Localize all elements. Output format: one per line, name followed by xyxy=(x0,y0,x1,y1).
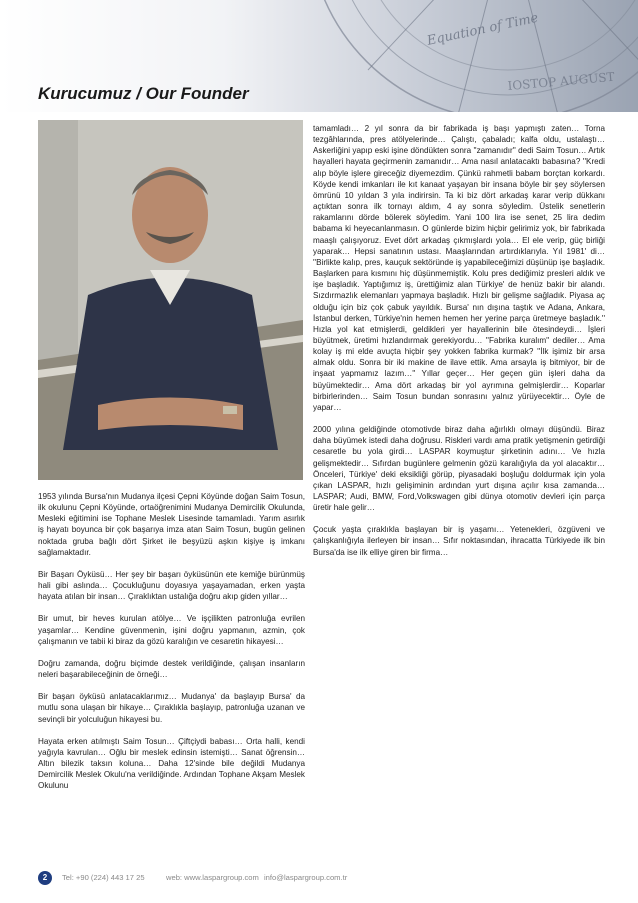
page-footer xyxy=(38,871,598,885)
founder-portrait-icon xyxy=(38,120,303,480)
text-column-right xyxy=(313,123,605,569)
paragraph: Hayata erken atılmıştı Saim Tosun… Çiftçiydi babası… Orta halli, kendi yağıyla kavrulan… Oğlu bir meslek edinsin istemişti… Sanat öğrensin… Altın bilezik taksın koluna… Daha 12'sinde bile değildi Mudanya Demircilik Meslek Okulu'na verildiğinde. Ardından Tophane Akşam Meslek Okulunu xyxy=(38,736,305,791)
footer-website-link[interactable]: web: www.laspargroup.com xyxy=(166,873,259,882)
sundial-icon xyxy=(278,0,638,112)
text-column-left xyxy=(38,491,305,802)
footer-phone: Tel: +90 (224) 443 17 25 xyxy=(62,873,145,882)
paragraph: 1953 yılında Bursa'nın Mudanya ilçesi Çepni Köyünde doğan Saim Tosun, ilk okulunu Çepni Köyünde, ortaöğrenimini Mudanya Demircilik Okulunda, Mesleki eğitimini ise Tophane Meslek Lisesinde tamamladı. Yarım asırlık iş hayatı boyunca bir çok başarıya imza atan Saim Tosun, bugün gelinen noktada gruba bağlı dört Şirket ile beşyüzü aşkın kişiye iş imkanı sağlamaktadır. xyxy=(38,492,305,557)
footer-email-link[interactable]: info@laspargroup.com.tr xyxy=(264,873,348,882)
page-title: Kurucumuz / Our Founder xyxy=(38,84,249,103)
paragraph: Bir başarı öyküsü anlatacaklarımız… Mudanya' da başlayıp Bursa' da mutlu sona ulaşan bir hikaye… Çıraklıkla başlayıp, patronluğa uzanan ve sevinçli bir yolculuğun hikayesi bu. xyxy=(38,692,305,724)
dial-text: IOSTOP AUGUST xyxy=(507,69,616,93)
paragraph: Bir umut, bir heves kurulan atölye… Ve işçilikten patronluğa evrilen yaşamlar… Kendine güvenmenin, işini doğru yapmanın, azmin, çok çalışmanın ve tabii ki biraz da gözü karalığın ve cesaretin hikayesi… xyxy=(38,614,305,646)
founder-photo xyxy=(38,120,303,480)
paragraph: 2000 yılına geldiğinde otomotivde biraz daha ağırlıklı olmayı düşündü. Biraz daha büyümek istedi daha doğrusu. Riskleri vardı ama pratik yetişmenin getirdiği cesaretle bu yola girdi… LASPAR koymuştur şirketinin adını… Ve hızla gelişmektedir… Sıfırdan bugünlere gelmenin gözü karalığıyla da yol alacaktır… Önceleri, Türkiye' deki eksikliği görüp, piyasadaki boşluğu doldurmak için yola çıkan LASPAR, hızlı gelişiminin ardından yurt dışına açılır kısa zamanda… LASPAR; Audi, BMW, Ford,Volkswagen gibi dünya otomotiv devleri için parça üretir hale gelir… xyxy=(313,425,605,513)
paragraph: Çocuk yaşta çıraklıkla başlayan bir iş yaşamı… Yetenekleri, özgüveni ve çalışkanlığıyla ilerleyen bir insan… Sıfır noktasından, ihracatta Türkiyede ilk bin Bursa'da ise ilk elliye giren bir firma… xyxy=(313,525,605,557)
paragraph: Bir Başarı Öyküsü… Her şey bir başarı öyküsünün ete kemiğe bürünmüş hali gibi aslında… Çocukluğunu doyasıya yaşayamadan, erken yaşta hayata atılan bir insan… Çıraklıktan ustalığa doğru akıp giden yıllar… xyxy=(38,569,305,602)
page-number: 2 xyxy=(38,871,52,885)
dial-text: Equation of Time xyxy=(425,10,540,49)
paragraph: Doğru zamanda, doğru biçimde destek verildiğinde, çalışan insanların neleri başarabileceğinin de örneği… xyxy=(38,658,305,680)
paragraph: tamamladı… 2 yıl sonra da bir fabrikada iş başı yapmıştı zaten… Torna tezgâhlarında, pres atölyelerinde… Çalıştı, çabaladı; kalfa oldu, ustalaştı… Askerliğini yapıp eski işine döndükten sonra ''zamanıdır'' dedi Saim Tosun… Artık hayalleri hayata geçirmenin zamanıdır… Ama nasıl anlatacaktı babasına? ''Kredi alıp böyle işlere gireceğiz diyemezdim. Çünkü rahmetli babam borçtan korkardı. Köyde kendi imkanları ile kıt kanaat yaşayan bir insana böyle bir şey söylersen ömrünü 10 yıldan 3 yıla indirirsin. Ta ki biz dört arkadaş karar verip dükkanı açtıktan sonra ilk tornayı aldım, 4 ay sonra söyledim. Üstelik senetlerin rakamlarını dörde bölerek söyledim. Yani 100 lira ise senet, 25 lira dedim babama ki heyecanlanmasın. O günlerde bizim hiçbir gelirimiz yok, bir fabrikada maaşlı çalışıyoruz. Evet dört arkadaş çıkmışlardı yola… El ele verip, güç birliği yaparak… Hepsi sanatının ustası. Maaşlarından artırdıklarıyla. Yıl 1981' di… ''Birlikte kalıp, pres, kauçuk sektöründe iş yapabileceğimizi düşünüp işe başladık. Başlarken para kısmını hiç düşünmemiştik. Kolu pres dediğimiz presleri aldık ve işe başladık. Yaptığımız iş, ürettiğimiz alan Türkiye' de henüz bakir bir alandı. Sızdırmazlık elemanları yapmaya başladık. Hızlı bir gelişme sağladık. Piyasa aç olduğu için biz çok çabuk yayıldık. Bursa' nın dışına taştık ve Adana, Ankara, İstanbul derken, Türkiye'nin hemen hemen her yerine parça üretmeye başladık.'' Hızla yol kat etmişlerdi, geldikleri yer hayallerinin bile ötesindeydi… İşleri büyütmek, üretimi hızlandırmak gerekiyordu… ''Fabrika kuralım'' dediler… Ama kolay iş mi elde avuçta hiçbir şey yokken fabrika kurmak? ''İlk işimiz bir arsa almak oldu. Sonra bir iki makine de ilave ettik. Ama arsayla iş bitmiyor, bir de inşaat yapmamız lazım…'' Yıllar geçer… Her geçen gün işleri daha da büyümektedir… Ama dört arkadaş bir yol ayrımına gelmişlerdir… Koparlar birbirlerinden… Saim Tosun bundan sonrasını yalnız yürüyecektir… Öyle de yapar… xyxy=(313,124,605,412)
